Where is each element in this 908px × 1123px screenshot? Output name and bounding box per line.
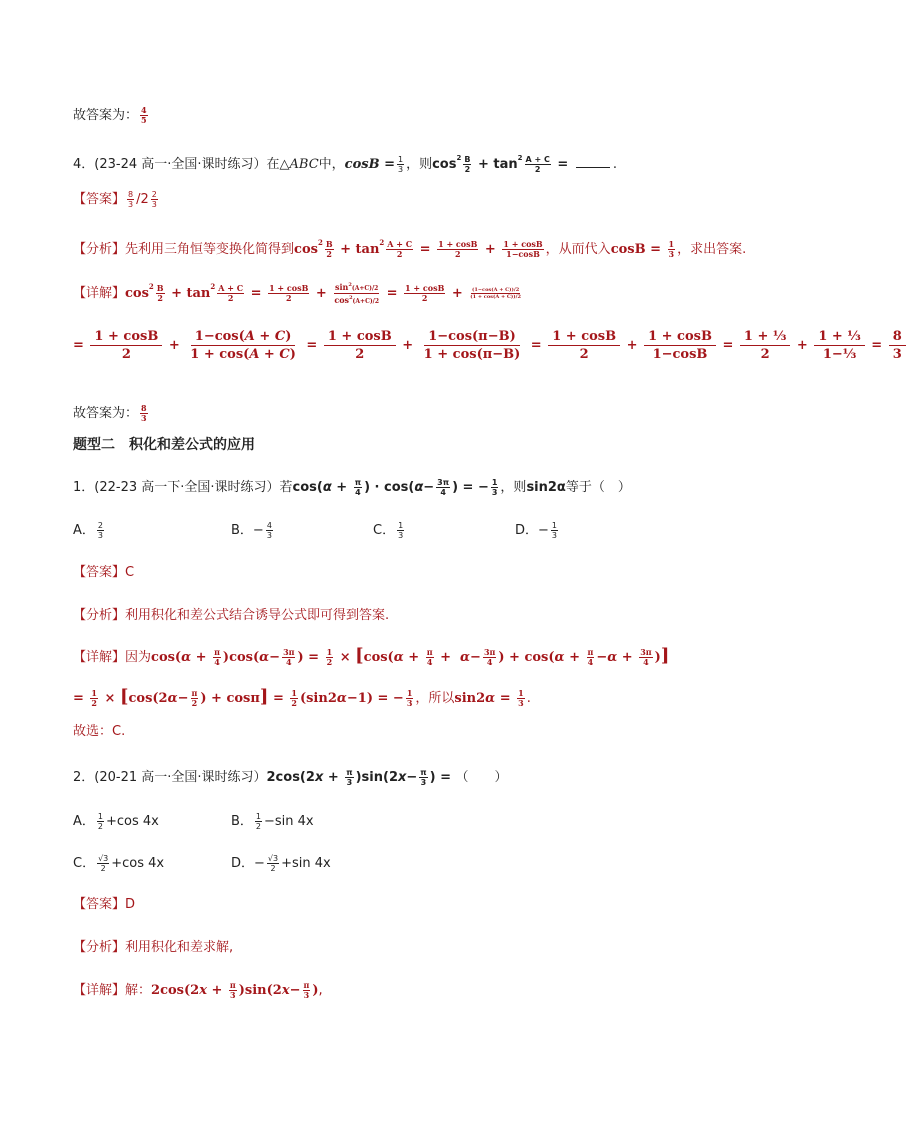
question-4-stem: 4．(23-24 高一·全国·课时练习）在△ABC中，cosB = $\frac{1}{3}$ ，则$\cos^2$ $\frac{B}{2}$ + $\tan^2$ $\frac{A + C}{2}$ = . (73, 154, 617, 174)
conclusion-label: 故答案为： (73, 108, 139, 123)
q1-detail-line1: 【详解】因为cos(α + $\frac{\pi}{4}$ )cos(α− $\frac{3\pi}{4}$ ) = $\frac{1}{2}$ × [cos(α + $\frac{\pi}{4}$ + α− $\frac{3\pi}{4}$ ) + cos(α + $\frac{\pi}{4}$ −α + $\frac{3\pi}{4}$ )] (73, 645, 670, 667)
prev-conclusion (73, 106, 150, 125)
q2-option-b[interactable]: B． $\frac{1}{2}$ −sin 4x (231, 812, 314, 831)
q2-option-d[interactable]: D．− $\frac{√3}{2}$ +sin 4x (231, 854, 331, 873)
answer-blank (576, 155, 610, 168)
q1-option-c[interactable]: C． $\frac{1}{3}$ (373, 521, 404, 540)
q2-answer: 【答案】D (73, 897, 136, 912)
q4-detail-line2: = $\frac{1 + \cos B}{2}$ + $\frac{1-\cos(A + C)}{1 + \cos(A + C)}$ = $\frac{1 + \cos B}{2}$ + $\frac{1-\cos(\pi-B)}{1 + \cos(\pi-B)}$ = $\frac{1 + \cos B}{2}$ + $\frac{1 + \cos B}{1-\cos B}$ = $\frac{\text{1 + ⅓}}{2}$ + $\frac{\text{1 + ⅓}}{\text{1−⅓}}$ = $\frac{8}{3}$ (73, 328, 908, 363)
q2-option-c[interactable]: C． $\frac{√3}{2}$ +cos 4x (73, 854, 165, 873)
fraction-4-5: $\frac{4}{5}$ (141, 105, 147, 125)
q1-option-a[interactable]: A． $\frac{2}{3}$ (73, 521, 103, 540)
q1-answer: 【答案】C (73, 565, 135, 580)
section-title: 题型二 积化和差公式的应用 (73, 437, 255, 453)
q4-detail-line1: 【详解】$\cos^2$ $\frac{B}{2}$ + $\tan^2$ $\frac{A + C}{2}$ = $\frac{1 + \cos B}{2}$ + $\frac{\sin^2(A+C)/2}{\cos^2(A+C)/2}$ = $\frac{1 + \cos B}{2}$ + $\frac{(1-\cos(A + C))/2}{(1 + \cos(A + C))/2}$ (73, 282, 521, 305)
answer-label: 【答案】 (73, 192, 126, 207)
answer-value-8-3: $\frac{8}{3}$ (128, 190, 134, 209)
q4-analysis: 【分析】先利用三角恒等变换化简得到$\cos^2$ $\frac{B}{2}$ + $\tan^2$ $\frac{A + C}{2}$ = $\frac{1 + \cos B}{2}$ + $\frac{1 + \cos B}{1-\cos B}$ ，从而代入cosB = $\frac{1}{3}$ ，求出答案. (73, 238, 747, 259)
q4-conclusion: 故答案为： $\frac{8}{3}$ (73, 403, 147, 423)
q2-expression: 2cos(2x + $\frac{\pi}{3}$ )sin(2x− $\frac{\pi}{3}$ ) = (266, 768, 456, 787)
question-2-stem: 2．(20-21 高一·全国·课时练习）2cos(2x + $\frac{\pi}{3}$ )sin(2x− $\frac{\pi}{3}$ ) = （ ） (73, 768, 508, 787)
q1-analysis: 【分析】利用积化和差公式结合诱导公式即可得到答案. (73, 608, 390, 623)
q4-expression: $\cos^2$ $\frac{B}{2}$ + $\tan^2$ $\frac{A + C}{2}$ = (432, 154, 573, 174)
q2-analysis: 【分析】利用积化和差求解, (73, 940, 234, 955)
q2-detail: 【详解】解：2cos(2x + $\frac{\pi}{3}$ )sin(2x− $\frac{\pi}{3}$ ), (73, 980, 323, 1000)
q1-expression: cos(α + $\frac{\pi}{4}$ ) · cos(α− $\frac{3\pi}{4}$ ) = − $\frac{1}{3}$ (292, 478, 498, 497)
q4-answer: 【答案】 $\frac{8}{3}$ /2 $\frac{2}{3}$ (73, 190, 157, 209)
q1-conclusion: 故选：C. (73, 724, 126, 739)
q1-option-b[interactable]: B．− $\frac{4}{3}$ (231, 521, 272, 540)
detail-label: 【详解】 (73, 286, 126, 301)
q2-option-a[interactable]: A． $\frac{1}{2}$ +cos 4x (73, 812, 159, 831)
question-1-stem: 1．(22-23 高一下·全国·课时练习）若cos(α + $\frac{\pi}{4}$ ) · cos(α− $\frac{3\pi}{4}$ ) = − $\frac{1}{3}$ ，则sin2α等于（ ） (73, 478, 631, 497)
analysis-label: 【分析】 (73, 242, 126, 257)
q1-detail-line2: = $\frac{1}{2}$ × [cos(2α− $\frac{\pi}{2}$ ) + cosπ] = $\frac{1}{2}$ (sin2α−1) = − $\frac{1}{3}$ ，所以sin2α = $\frac{1}{3}$ . (73, 686, 531, 708)
q1-option-d[interactable]: D．− $\frac{1}{3}$ (515, 521, 558, 540)
